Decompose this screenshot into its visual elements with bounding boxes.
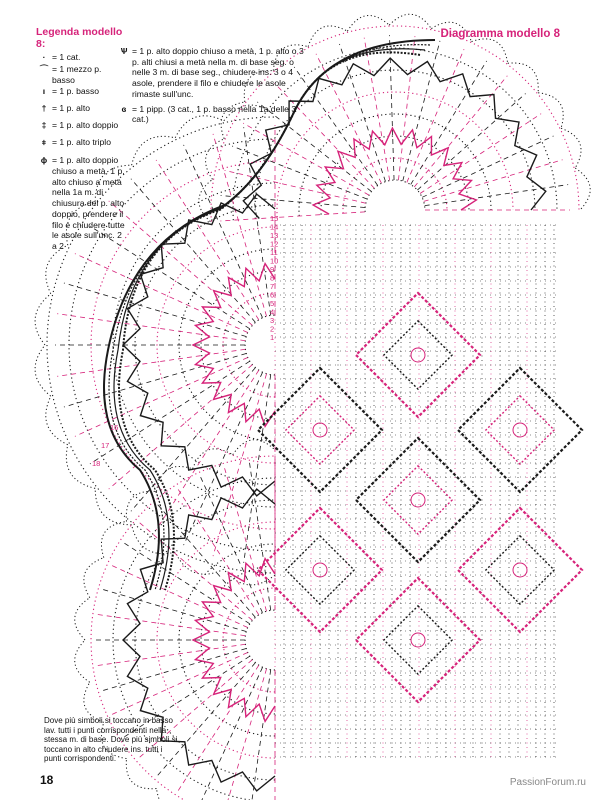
stitch-spoke: [221, 196, 366, 208]
row-number: 10: [270, 256, 279, 266]
row-number: 13: [270, 231, 279, 240]
scallop: [308, 26, 347, 47]
stitch-spoke: [102, 589, 246, 631]
row-number: 12: [270, 239, 279, 249]
diamond-motif: [356, 578, 480, 702]
row-number: 15: [270, 214, 279, 223]
row-number: 7: [270, 282, 275, 291]
diamond-motif: [356, 438, 480, 562]
stitch-spoke: [97, 644, 245, 665]
row-number: 5: [270, 299, 275, 308]
legend-secondary: [116, 24, 306, 129]
stitch-spoke: [111, 652, 247, 714]
legend-title: Legenda modello 8:: [36, 26, 123, 51]
single-crochet-icon: ı: [42, 86, 46, 97]
diamond-inner: [286, 536, 354, 604]
stitch-spoke: [64, 353, 246, 407]
stitch-spoke: [339, 44, 385, 182]
stitch-spoke: [249, 670, 270, 800]
stitch-spoke: [213, 134, 267, 316]
stitch-spoke: [249, 462, 270, 610]
legend-item: ɞ = 1 pipp. (3 cat., 1 p. basso nella 1a delle 3 cat.): [116, 104, 306, 125]
stitch-spoke: [420, 114, 541, 194]
scallop: [561, 128, 581, 168]
diamond-motif: [458, 368, 582, 492]
scallop: [157, 789, 193, 800]
stitch-spoke: [111, 565, 247, 627]
scallop: [157, 466, 193, 491]
motif-center: [411, 633, 425, 647]
legend-item: ϕ = 1 p. alto doppio chiuso a metà, 1 p. alto chiuso a metà nella 1a m. di chiusura del p. alto doppio, prendere il filo e chiudere tutte le asole sull'unc. 2 a 2: [36, 155, 126, 252]
chain-arc: [245, 610, 275, 670]
square-motif-grid: [258, 222, 582, 760]
scallop: [206, 139, 225, 180]
chain-arc: [223, 588, 275, 692]
diamond-inner: [384, 606, 452, 674]
stitch-spoke: [97, 614, 245, 635]
cluster-icon: ϕ: [40, 155, 48, 166]
stitch-spoke: [213, 374, 267, 556]
triple-treble-icon: ⧧: [41, 136, 47, 147]
legend-item: · = 1 cat.: [36, 52, 126, 63]
note-text: Dove più simboli si toccano in basso lav. tutti i punti corrispondenti nella stessa m. di base. Dove più simboli si toccano in alto chiudere ins. tutti i punti corrispondenti.: [44, 716, 178, 764]
stitch-spoke: [131, 179, 255, 323]
scallop: [95, 488, 131, 524]
diamond-inner: [486, 536, 554, 604]
row-number: 14: [270, 222, 279, 232]
stitch-spoke: [102, 648, 246, 690]
row-number: 18: [92, 459, 101, 468]
scallop: [46, 396, 68, 445]
slip-stitch-icon: ⌒: [39, 63, 49, 74]
scallop: [35, 294, 51, 345]
diamond-motif: [458, 508, 582, 632]
legend-item: ‡ = 1 p. alto doppio: [36, 120, 126, 131]
stitch-spoke: [403, 41, 440, 181]
chain-arc: [223, 290, 275, 397]
scallop: [75, 598, 90, 640]
scallop: [538, 93, 563, 129]
double-crochet-icon: †: [41, 103, 47, 114]
treble-crochet-icon: ‡: [41, 119, 47, 130]
stitch-spoke: [184, 145, 263, 318]
stitch-spoke: [422, 136, 553, 197]
stitch-spoke: [243, 123, 369, 195]
scallop: [75, 640, 90, 682]
legend-item: ⧧ = 1 p. alto triplo: [36, 137, 126, 148]
diamond-inner: [384, 466, 452, 534]
legend: [36, 26, 126, 253]
legend-item: ı = 1 p. basso: [36, 86, 126, 97]
picot-icon: ɞ: [121, 103, 127, 114]
stitch-spoke: [200, 476, 262, 612]
legend-item: ⌒ = 1 mezzo p. basso: [36, 64, 126, 85]
row-number: 17: [101, 441, 110, 450]
chain-stitch-icon: ·: [42, 52, 46, 63]
scallop: [347, 15, 389, 31]
row-number: 9: [270, 265, 275, 274]
stitch-spoke: [398, 36, 415, 180]
scallop: [66, 445, 95, 489]
scallop: [175, 552, 224, 574]
diagram-title: Diagramma modello 8: [440, 28, 560, 40]
legend-item: Ѱ = 1 p. alto doppio chiuso a metà, 1 p. alto o 3 p. alti chiusi a metà nella m. di base seg. o nelle 3 m. di base seg., chiudere ins. 3 o 4 asole, prendere il filo e chiudere le asole rimaste sull'unc.: [116, 46, 306, 100]
stitch-spoke: [124, 543, 250, 624]
diamond-inner: [286, 396, 354, 464]
scallop: [101, 522, 126, 558]
row-number: 6: [270, 290, 275, 300]
scallop: [472, 39, 508, 63]
legend-item: † = 1 p. alto: [36, 103, 126, 114]
scallop: [132, 136, 176, 165]
chain-arc: [201, 271, 275, 419]
diamond-inner: [384, 321, 452, 389]
stitch-spoke: [64, 283, 246, 337]
stitch-spoke: [156, 160, 259, 320]
motif-center: [411, 493, 425, 507]
zigzag-row: [313, 128, 476, 214]
stitch-spoke: [244, 375, 271, 563]
scallop: [84, 558, 104, 598]
stitch-spoke: [57, 349, 245, 376]
watermark: PassionForum.ru: [509, 777, 586, 788]
row-number: 8: [270, 273, 275, 283]
row-number: 4: [270, 307, 275, 317]
stitch-spoke: [364, 38, 390, 181]
row-number: 1: [270, 333, 275, 342]
diamond-motif: [356, 293, 480, 417]
page-number: 18: [40, 773, 54, 787]
cluster-group-icon: Ѱ: [120, 46, 128, 56]
stitch-spoke: [157, 504, 255, 617]
row-number: 16: [110, 423, 119, 432]
row-number: 11: [270, 248, 278, 257]
motif-center: [411, 348, 425, 362]
chain-arc: [201, 566, 275, 714]
stitch-spoke: [425, 185, 568, 206]
diamond-inner: [486, 396, 554, 464]
row-number: 3: [270, 316, 275, 325]
stitch-spoke: [57, 314, 245, 341]
stitch-spoke: [414, 76, 507, 187]
stitch-spoke: [184, 372, 263, 545]
stitch-spoke: [224, 669, 266, 800]
scallop: [575, 168, 590, 210]
row-number: 2: [270, 324, 275, 334]
stitch-spoke: [417, 94, 525, 191]
